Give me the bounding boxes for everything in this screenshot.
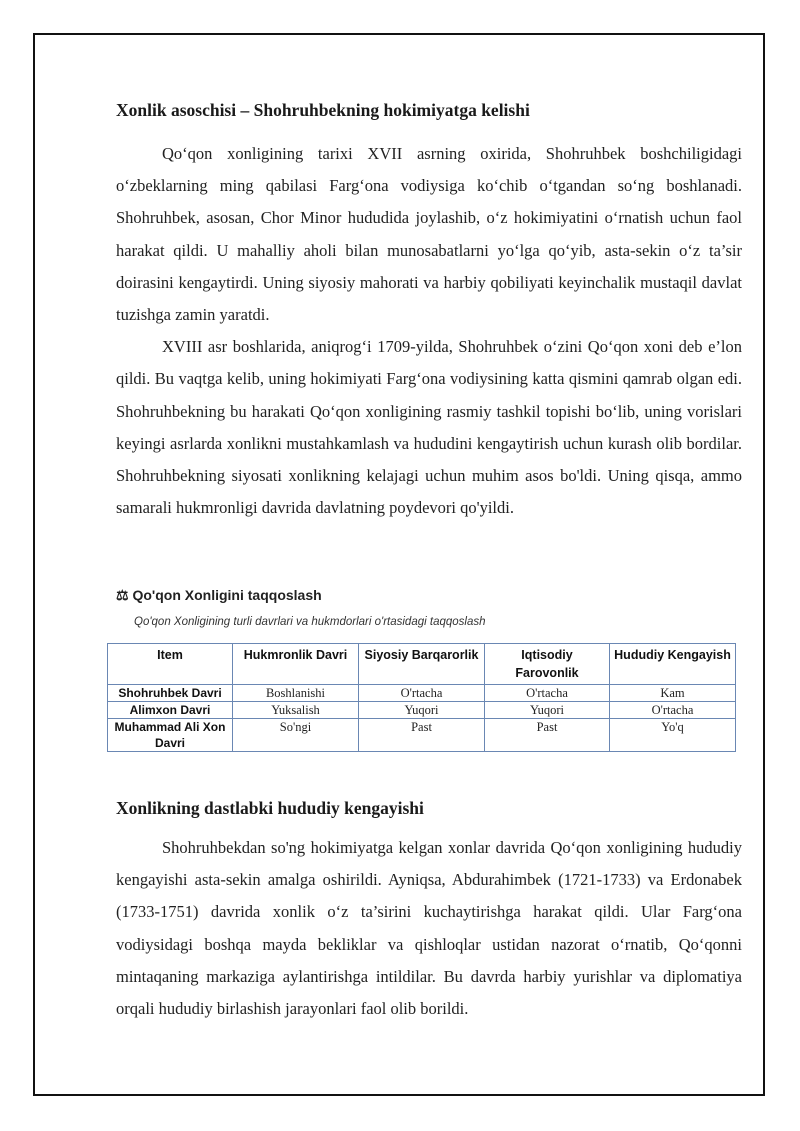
table-cell: O'rtacha <box>359 685 485 702</box>
table-title-text: Qo'qon Xonligini taqqoslash <box>132 587 322 603</box>
table-cell: Yuksalish <box>233 702 359 719</box>
row-header: Alimxon Davri <box>108 702 233 719</box>
table-cell: Boshlanishi <box>233 685 359 702</box>
table-subtitle: Qo'qon Xonligining turli davrlari va hukmdorlari o'rtasidagi taqqoslash <box>134 616 486 628</box>
table-cell: Yuqori <box>485 702 610 719</box>
table-cell: Yuqori <box>359 702 485 719</box>
table-cell: O'rtacha <box>485 685 610 702</box>
table-row <box>108 719 736 752</box>
table-cell: Kam <box>610 685 736 702</box>
paragraph: Shohruhbekdan so'ng hokimiyatga kelgan xonlar davrida Qo‘qon xonligining hududiy kengayishi asta-sekin amalga oshirildi. Ayniqsa, Abdurahimbek (1721-1733) va Erdonabek (1733-1751) davrida xonlik o‘z ta’sirini kuchaytirishga harakat qildi. Ular Farg‘ona vodiysidagi boshqa mayda bekliklar va qishloqlar ustidan nazorat o‘rnatib, Qo‘qonni mintaqaning markaziga aylantirishga intildilar. Bu davrda harbiy yurishlar va diplomatiya orqali hududiy birlashish jarayonlari faol olib borildi. <box>116 838 742 1019</box>
section-heading-founder: Xonlik asoschisi – Shohruhbekning hokimiyatga kelishi <box>116 100 530 120</box>
paragraph: XVIII asr boshlarida, aniqrog‘i 1709-yilda, Shohruhbek o‘zini Qo‘qon xoni deb e’lon qildi. Bu vaqtga kelib, uning hokimiyati Farg‘ona vodiysining katta qismini qamrab olgan edi. Shohruhbekning bu harakati Qo‘qon xonligining rasmiy tashkil topishi bo‘lib, uning vorislari keyingi asrlarda xonlikni mustahkamlash va hududini kengaytirish uchun kurash olib bordilar. Shohruhbekning siyosati xonlikning kelajagi uchun muhim asos bo'ldi. Uning qisqa, ammo samarali hukmronligi davrida davlatning poydevori qo'yildi. <box>116 337 742 518</box>
comparison-table <box>107 643 736 752</box>
column-header: Siyosiy Barqarorlik <box>359 644 485 685</box>
table-cell: Yo'q <box>610 719 736 752</box>
section-body-founder <box>116 138 742 524</box>
scales-icon: ⚖ <box>116 587 129 603</box>
row-header: Muhammad Ali Xon Davri <box>108 719 233 752</box>
table-cell: So'ngi <box>233 719 359 752</box>
column-header: Item <box>108 644 233 685</box>
table-row <box>108 702 736 719</box>
column-header: Iqtisodiy Farovonlik <box>485 644 610 685</box>
table-header-row <box>108 644 736 685</box>
column-header: Hududiy Kengayish <box>610 644 736 685</box>
row-header: Shohruhbek Davri <box>108 685 233 702</box>
section-body-expansion <box>116 832 742 1025</box>
paragraph: Qo‘qon xonligining tarixi XVII asrning oxirida, Shohruhbek boshchiligidagi o‘zbeklarning ming qabilasi Farg‘ona vodiysiga ko‘chib o‘tgandan so‘ng boshlanadi. Shohruhbek, asosan, Chor Minor hududida joylashib, o‘z hokimiyatini o‘rnatish uchun faol harakat qildi. U mahalliy aholi bilan munosabatlarni yo‘lga qo‘yib, asta-sekin o‘z ta’sir doirasini kengaytirdi. Uning siyosiy mahorati va harbiy qobiliyati keyinchalik mustaqil davlat tuzishga zamin yaratdi. <box>116 144 742 325</box>
table-row <box>108 685 736 702</box>
column-header: Hukmronlik Davri <box>233 644 359 685</box>
table-cell: O'rtacha <box>610 702 736 719</box>
table-cell: Past <box>359 719 485 752</box>
table-cell: Past <box>485 719 610 752</box>
table-title <box>116 587 322 604</box>
section-heading-expansion: Xonlikning dastlabki hududiy kengayishi <box>116 798 424 818</box>
